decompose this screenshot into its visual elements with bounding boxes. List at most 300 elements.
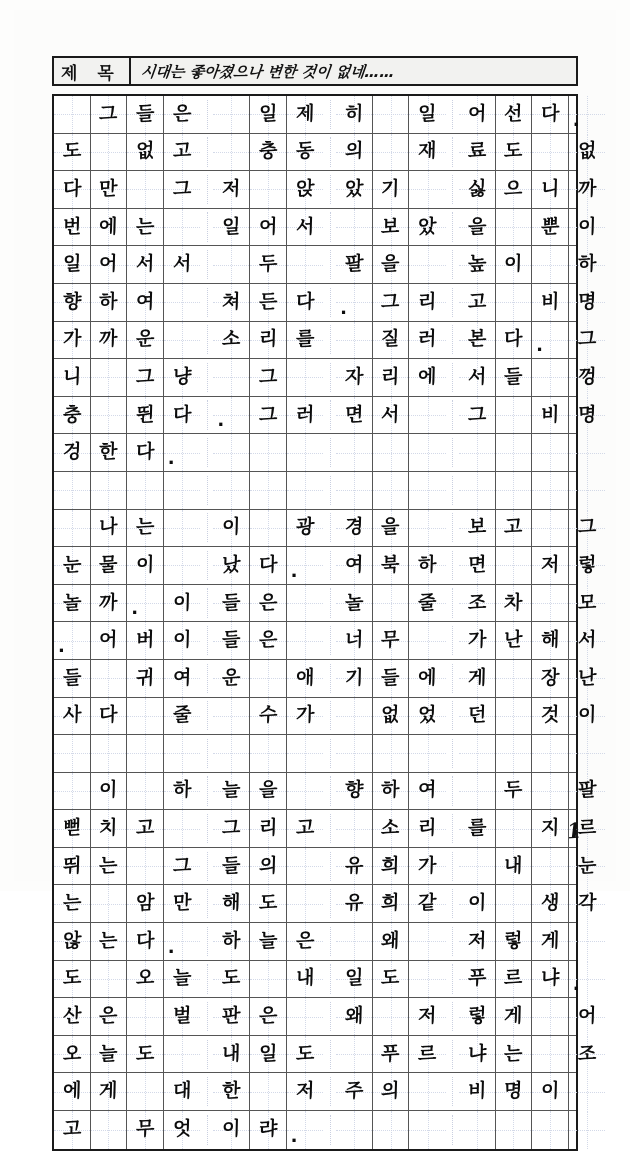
manuscript-cell[interactable] <box>532 359 569 396</box>
manuscript-cell[interactable] <box>459 96 496 133</box>
manuscript-cell[interactable] <box>54 735 91 772</box>
manuscript-cell[interactable] <box>213 585 250 622</box>
manuscript-cell[interactable] <box>336 359 373 396</box>
manuscript-cell[interactable] <box>287 1073 324 1110</box>
manuscript-cell[interactable] <box>459 434 496 471</box>
manuscript-cell[interactable] <box>569 547 606 584</box>
manuscript-cell[interactable] <box>532 810 569 847</box>
manuscript-cell[interactable] <box>569 660 606 697</box>
manuscript-cell[interactable] <box>532 547 569 584</box>
manuscript-cell[interactable] <box>532 510 569 547</box>
manuscript-cell[interactable] <box>54 472 91 509</box>
manuscript-cell[interactable] <box>569 998 606 1035</box>
manuscript-cell[interactable] <box>496 1073 533 1110</box>
manuscript-cell[interactable] <box>373 735 410 772</box>
manuscript-cell[interactable] <box>373 961 410 998</box>
manuscript-cell[interactable] <box>496 998 533 1035</box>
manuscript-cell[interactable] <box>164 998 201 1035</box>
manuscript-cell[interactable] <box>409 547 446 584</box>
manuscript-cell[interactable] <box>91 1073 128 1110</box>
manuscript-cell[interactable] <box>91 284 128 321</box>
manuscript-cell[interactable] <box>459 547 496 584</box>
manuscript-cell[interactable] <box>287 359 324 396</box>
manuscript-cell[interactable] <box>336 209 373 246</box>
manuscript-cell[interactable] <box>164 171 201 208</box>
manuscript-cell[interactable] <box>127 246 164 283</box>
manuscript-cell[interactable] <box>287 397 324 434</box>
manuscript-cell[interactable] <box>459 622 496 659</box>
manuscript-cell[interactable] <box>373 359 410 396</box>
manuscript-cell[interactable] <box>91 171 128 208</box>
manuscript-cell[interactable] <box>569 1111 606 1149</box>
manuscript-cell[interactable] <box>250 472 287 509</box>
manuscript-cell[interactable] <box>569 209 606 246</box>
manuscript-cell[interactable] <box>250 134 287 171</box>
manuscript-cell[interactable] <box>250 810 287 847</box>
manuscript-cell[interactable] <box>287 660 324 697</box>
manuscript-cell[interactable] <box>496 660 533 697</box>
manuscript-cell[interactable] <box>409 510 446 547</box>
manuscript-cell[interactable] <box>336 246 373 283</box>
manuscript-cell[interactable] <box>373 134 410 171</box>
manuscript-cell[interactable] <box>287 923 324 960</box>
manuscript-cell[interactable] <box>373 848 410 885</box>
manuscript-cell[interactable] <box>336 773 373 810</box>
manuscript-cell[interactable] <box>54 397 91 434</box>
manuscript-cell[interactable] <box>213 810 250 847</box>
manuscript-cell[interactable] <box>532 923 569 960</box>
manuscript-cell[interactable] <box>569 134 606 171</box>
manuscript-cell[interactable] <box>250 1036 287 1073</box>
manuscript-cell[interactable] <box>496 171 533 208</box>
manuscript-cell[interactable] <box>496 134 533 171</box>
manuscript-cell[interactable] <box>459 848 496 885</box>
manuscript-cell[interactable] <box>459 209 496 246</box>
manuscript-cell[interactable] <box>496 284 533 321</box>
manuscript-cell[interactable] <box>250 510 287 547</box>
manuscript-cell[interactable] <box>287 998 324 1035</box>
manuscript-cell[interactable] <box>496 735 533 772</box>
manuscript-cell[interactable] <box>164 510 201 547</box>
manuscript-cell[interactable] <box>127 284 164 321</box>
manuscript-cell[interactable] <box>569 96 606 133</box>
manuscript-cell[interactable] <box>250 322 287 359</box>
manuscript-cell[interactable] <box>54 171 91 208</box>
manuscript-cell[interactable] <box>459 735 496 772</box>
manuscript-cell[interactable] <box>373 171 410 208</box>
manuscript-cell[interactable] <box>569 510 606 547</box>
manuscript-cell[interactable] <box>164 961 201 998</box>
manuscript-cell[interactable] <box>250 998 287 1035</box>
manuscript-cell[interactable] <box>496 773 533 810</box>
manuscript-cell[interactable] <box>54 923 91 960</box>
manuscript-cell[interactable] <box>459 284 496 321</box>
manuscript-cell[interactable] <box>164 359 201 396</box>
manuscript-cell[interactable] <box>409 698 446 735</box>
manuscript-cell[interactable] <box>287 134 324 171</box>
manuscript-cell[interactable] <box>532 434 569 471</box>
manuscript-cell[interactable] <box>459 923 496 960</box>
manuscript-cell[interactable] <box>373 96 410 133</box>
manuscript-cell[interactable] <box>127 961 164 998</box>
manuscript-cell[interactable] <box>569 397 606 434</box>
manuscript-cell[interactable] <box>373 923 410 960</box>
manuscript-cell[interactable] <box>164 735 201 772</box>
manuscript-cell[interactable] <box>459 1073 496 1110</box>
manuscript-cell[interactable] <box>409 322 446 359</box>
manuscript-cell[interactable] <box>336 510 373 547</box>
manuscript-cell[interactable] <box>91 622 128 659</box>
manuscript-cell[interactable] <box>127 510 164 547</box>
manuscript-cell[interactable] <box>91 96 128 133</box>
manuscript-cell[interactable] <box>91 961 128 998</box>
manuscript-cell[interactable] <box>250 547 287 584</box>
manuscript-cell[interactable] <box>409 810 446 847</box>
manuscript-cell[interactable] <box>373 622 410 659</box>
manuscript-cell[interactable] <box>127 359 164 396</box>
manuscript-cell[interactable] <box>164 472 201 509</box>
manuscript-cell[interactable] <box>496 246 533 283</box>
manuscript-cell[interactable] <box>287 961 324 998</box>
manuscript-cell[interactable] <box>127 923 164 960</box>
manuscript-cell[interactable] <box>532 472 569 509</box>
manuscript-cell[interactable] <box>164 397 201 434</box>
manuscript-cell[interactable] <box>164 434 201 471</box>
manuscript-cell[interactable] <box>250 848 287 885</box>
manuscript-cell[interactable] <box>250 698 287 735</box>
manuscript-cell[interactable] <box>91 547 128 584</box>
manuscript-cell[interactable] <box>127 434 164 471</box>
manuscript-cell[interactable] <box>569 773 606 810</box>
manuscript-cell[interactable] <box>213 397 250 434</box>
manuscript-cell[interactable] <box>164 547 201 584</box>
manuscript-cell[interactable] <box>459 359 496 396</box>
manuscript-cell[interactable] <box>336 698 373 735</box>
manuscript-cell[interactable] <box>532 96 569 133</box>
manuscript-cell[interactable] <box>287 96 324 133</box>
manuscript-cell[interactable] <box>91 434 128 471</box>
manuscript-cell[interactable] <box>54 96 91 133</box>
manuscript-cell[interactable] <box>532 961 569 998</box>
manuscript-cell[interactable] <box>409 397 446 434</box>
manuscript-cell[interactable] <box>91 209 128 246</box>
manuscript-cell[interactable] <box>287 698 324 735</box>
manuscript-cell[interactable] <box>91 810 128 847</box>
manuscript-cell[interactable] <box>91 773 128 810</box>
manuscript-cell[interactable] <box>250 96 287 133</box>
manuscript-cell[interactable] <box>54 547 91 584</box>
manuscript-cell[interactable] <box>409 773 446 810</box>
manuscript-cell[interactable] <box>336 134 373 171</box>
manuscript-cell[interactable] <box>496 547 533 584</box>
manuscript-cell[interactable] <box>127 622 164 659</box>
manuscript-cell[interactable] <box>459 510 496 547</box>
manuscript-cell[interactable] <box>250 923 287 960</box>
manuscript-cell[interactable] <box>496 810 533 847</box>
manuscript-cell[interactable] <box>54 622 91 659</box>
manuscript-cell[interactable] <box>496 397 533 434</box>
manuscript-cell[interactable] <box>54 1111 91 1149</box>
manuscript-cell[interactable] <box>532 998 569 1035</box>
manuscript-cell[interactable] <box>127 848 164 885</box>
manuscript-cell[interactable] <box>213 1111 250 1149</box>
manuscript-cell[interactable] <box>250 773 287 810</box>
manuscript-cell[interactable] <box>91 660 128 697</box>
manuscript-cell[interactable] <box>164 284 201 321</box>
manuscript-cell[interactable] <box>127 1111 164 1149</box>
manuscript-cell[interactable] <box>336 585 373 622</box>
manuscript-cell[interactable] <box>532 773 569 810</box>
manuscript-cell[interactable] <box>91 472 128 509</box>
manuscript-cell[interactable] <box>91 397 128 434</box>
manuscript-cell[interactable] <box>336 923 373 960</box>
manuscript-cell[interactable] <box>496 622 533 659</box>
manuscript-cell[interactable] <box>213 171 250 208</box>
manuscript-cell[interactable] <box>164 96 201 133</box>
manuscript-cell[interactable] <box>569 284 606 321</box>
manuscript-cell[interactable] <box>373 284 410 321</box>
manuscript-cell[interactable] <box>213 1073 250 1110</box>
manuscript-cell[interactable] <box>250 434 287 471</box>
manuscript-cell[interactable] <box>54 1073 91 1110</box>
manuscript-cell[interactable] <box>287 322 324 359</box>
manuscript-cell[interactable] <box>409 848 446 885</box>
manuscript-cell[interactable] <box>213 209 250 246</box>
manuscript-cell[interactable] <box>164 246 201 283</box>
manuscript-cell[interactable] <box>91 134 128 171</box>
manuscript-cell[interactable] <box>336 810 373 847</box>
manuscript-cell[interactable] <box>459 810 496 847</box>
manuscript-cell[interactable] <box>496 923 533 960</box>
manuscript-cell[interactable] <box>532 209 569 246</box>
manuscript-cell[interactable] <box>213 923 250 960</box>
manuscript-cell[interactable] <box>250 660 287 697</box>
manuscript-cell[interactable] <box>213 359 250 396</box>
manuscript-cell[interactable] <box>164 1036 201 1073</box>
manuscript-cell[interactable] <box>336 961 373 998</box>
manuscript-cell[interactable] <box>91 359 128 396</box>
manuscript-cell[interactable] <box>336 1073 373 1110</box>
manuscript-cell[interactable] <box>287 735 324 772</box>
manuscript-cell[interactable] <box>373 434 410 471</box>
manuscript-cell[interactable] <box>532 848 569 885</box>
manuscript-cell[interactable] <box>287 209 324 246</box>
manuscript-cell[interactable] <box>373 547 410 584</box>
manuscript-cell[interactable] <box>459 1036 496 1073</box>
manuscript-cell[interactable] <box>213 96 250 133</box>
manuscript-cell[interactable] <box>127 472 164 509</box>
manuscript-cell[interactable] <box>164 134 201 171</box>
manuscript-cell[interactable] <box>496 434 533 471</box>
manuscript-cell[interactable] <box>213 1036 250 1073</box>
manuscript-cell[interactable] <box>532 171 569 208</box>
manuscript-cell[interactable] <box>373 998 410 1035</box>
manuscript-cell[interactable] <box>409 472 446 509</box>
manuscript-cell[interactable] <box>250 284 287 321</box>
manuscript-cell[interactable] <box>496 848 533 885</box>
manuscript-cell[interactable] <box>532 246 569 283</box>
manuscript-cell[interactable] <box>409 961 446 998</box>
manuscript-cell[interactable] <box>532 698 569 735</box>
manuscript-cell[interactable] <box>127 397 164 434</box>
manuscript-cell[interactable] <box>54 810 91 847</box>
manuscript-cell[interactable] <box>373 209 410 246</box>
manuscript-cell[interactable] <box>569 322 606 359</box>
manuscript-cell[interactable] <box>213 284 250 321</box>
manuscript-cell[interactable] <box>532 1111 569 1149</box>
manuscript-cell[interactable] <box>569 1036 606 1073</box>
manuscript-cell[interactable] <box>496 585 533 622</box>
manuscript-cell[interactable] <box>287 171 324 208</box>
manuscript-cell[interactable] <box>532 134 569 171</box>
manuscript-cell[interactable] <box>287 773 324 810</box>
manuscript-cell[interactable] <box>373 585 410 622</box>
manuscript-cell[interactable] <box>164 773 201 810</box>
manuscript-cell[interactable] <box>54 510 91 547</box>
manuscript-cell[interactable] <box>532 284 569 321</box>
manuscript-cell[interactable] <box>569 923 606 960</box>
manuscript-cell[interactable] <box>459 660 496 697</box>
manuscript-cell[interactable] <box>164 810 201 847</box>
manuscript-cell[interactable] <box>213 134 250 171</box>
manuscript-cell[interactable] <box>336 434 373 471</box>
manuscript-cell[interactable] <box>569 735 606 772</box>
manuscript-cell[interactable] <box>459 773 496 810</box>
manuscript-cell[interactable] <box>250 735 287 772</box>
manuscript-cell[interactable] <box>532 1073 569 1110</box>
manuscript-cell[interactable] <box>373 510 410 547</box>
manuscript-cell[interactable] <box>287 510 324 547</box>
manuscript-cell[interactable] <box>250 1111 287 1149</box>
manuscript-cell[interactable] <box>54 698 91 735</box>
manuscript-cell[interactable] <box>287 810 324 847</box>
manuscript-cell[interactable] <box>287 848 324 885</box>
manuscript-cell[interactable] <box>496 472 533 509</box>
manuscript-cell[interactable] <box>336 735 373 772</box>
manuscript-cell[interactable] <box>459 322 496 359</box>
manuscript-cell[interactable] <box>373 472 410 509</box>
manuscript-cell[interactable] <box>336 1111 373 1149</box>
manuscript-cell[interactable] <box>287 434 324 471</box>
manuscript-cell[interactable] <box>287 472 324 509</box>
manuscript-cell[interactable] <box>54 434 91 471</box>
manuscript-cell[interactable] <box>250 209 287 246</box>
manuscript-cell[interactable] <box>409 660 446 697</box>
manuscript-cell[interactable] <box>213 998 250 1035</box>
manuscript-cell[interactable] <box>91 1111 128 1149</box>
manuscript-cell[interactable] <box>213 660 250 697</box>
manuscript-cell[interactable] <box>569 359 606 396</box>
manuscript-cell[interactable] <box>127 322 164 359</box>
manuscript-cell[interactable] <box>127 1073 164 1110</box>
manuscript-cell[interactable] <box>569 434 606 471</box>
manuscript-cell[interactable] <box>91 510 128 547</box>
manuscript-cell[interactable] <box>569 961 606 998</box>
manuscript-cell[interactable] <box>409 209 446 246</box>
manuscript-cell[interactable] <box>532 1036 569 1073</box>
manuscript-cell[interactable] <box>496 510 533 547</box>
manuscript-cell[interactable] <box>459 1111 496 1149</box>
manuscript-cell[interactable] <box>54 773 91 810</box>
manuscript-cell[interactable] <box>54 998 91 1035</box>
manuscript-cell[interactable] <box>54 585 91 622</box>
manuscript-cell[interactable] <box>409 96 446 133</box>
manuscript-cell[interactable] <box>54 961 91 998</box>
manuscript-cell[interactable] <box>459 998 496 1035</box>
manuscript-cell[interactable] <box>409 359 446 396</box>
manuscript-cell[interactable] <box>54 660 91 697</box>
manuscript-cell[interactable] <box>409 585 446 622</box>
manuscript-cell[interactable] <box>373 773 410 810</box>
manuscript-cell[interactable] <box>336 998 373 1035</box>
manuscript-cell[interactable] <box>532 585 569 622</box>
manuscript-cell[interactable] <box>373 660 410 697</box>
manuscript-cell[interactable] <box>373 810 410 847</box>
manuscript-cell[interactable] <box>127 96 164 133</box>
manuscript-cell[interactable] <box>250 359 287 396</box>
manuscript-cell[interactable] <box>287 284 324 321</box>
manuscript-cell[interactable] <box>373 1036 410 1073</box>
manuscript-cell[interactable] <box>287 1111 324 1149</box>
manuscript-cell[interactable] <box>91 322 128 359</box>
manuscript-cell[interactable] <box>127 171 164 208</box>
manuscript-cell[interactable] <box>336 171 373 208</box>
manuscript-cell[interactable] <box>336 622 373 659</box>
manuscript-cell[interactable] <box>91 698 128 735</box>
manuscript-cell[interactable] <box>336 284 373 321</box>
manuscript-cell[interactable] <box>164 923 201 960</box>
manuscript-cell[interactable] <box>213 472 250 509</box>
manuscript-cell[interactable] <box>409 246 446 283</box>
manuscript-cell[interactable] <box>373 397 410 434</box>
manuscript-cell[interactable] <box>250 622 287 659</box>
manuscript-cell[interactable] <box>373 246 410 283</box>
manuscript-cell[interactable] <box>336 322 373 359</box>
manuscript-cell[interactable] <box>164 1111 201 1149</box>
manuscript-cell[interactable] <box>54 134 91 171</box>
manuscript-cell[interactable] <box>54 359 91 396</box>
manuscript-cell[interactable] <box>54 246 91 283</box>
manuscript-cell[interactable] <box>127 660 164 697</box>
manuscript-cell[interactable] <box>409 134 446 171</box>
manuscript-cell[interactable] <box>459 134 496 171</box>
manuscript-cell[interactable] <box>127 209 164 246</box>
manuscript-cell[interactable] <box>569 1073 606 1110</box>
manuscript-cell[interactable] <box>496 359 533 396</box>
manuscript-cell[interactable] <box>373 1073 410 1110</box>
manuscript-cell[interactable] <box>409 284 446 321</box>
manuscript-cell[interactable] <box>459 171 496 208</box>
manuscript-cell[interactable] <box>54 1036 91 1073</box>
manuscript-cell[interactable] <box>91 246 128 283</box>
manuscript-cell[interactable] <box>409 171 446 208</box>
manuscript-cell[interactable] <box>91 735 128 772</box>
manuscript-cell[interactable] <box>164 322 201 359</box>
manuscript-cell[interactable] <box>213 510 250 547</box>
manuscript-cell[interactable] <box>54 284 91 321</box>
manuscript-cell[interactable] <box>213 547 250 584</box>
manuscript-cell[interactable] <box>91 923 128 960</box>
manuscript-cell[interactable] <box>164 848 201 885</box>
manuscript-cell[interactable] <box>287 246 324 283</box>
manuscript-cell[interactable] <box>496 961 533 998</box>
manuscript-cell[interactable] <box>127 698 164 735</box>
manuscript-cell[interactable] <box>532 622 569 659</box>
manuscript-cell[interactable] <box>287 1036 324 1073</box>
manuscript-cell[interactable] <box>459 397 496 434</box>
manuscript-cell[interactable] <box>409 735 446 772</box>
manuscript-cell[interactable] <box>459 246 496 283</box>
